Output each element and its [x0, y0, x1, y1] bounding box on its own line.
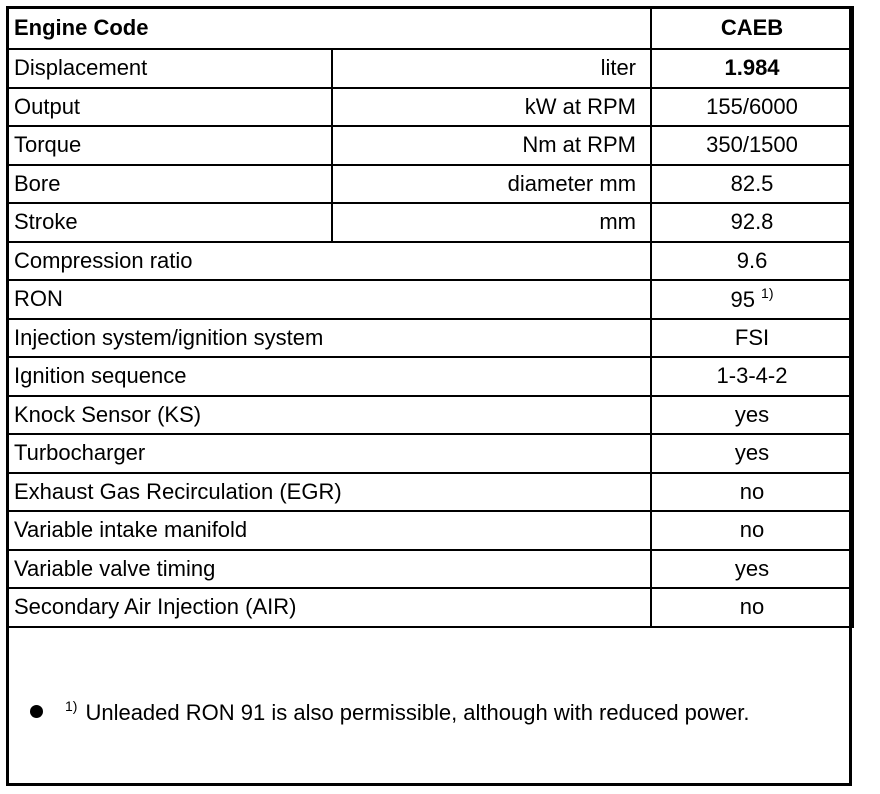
row-unit: liter — [332, 49, 651, 88]
bullet-icon — [30, 705, 43, 718]
table-row — [7, 357, 853, 396]
row-unit: diameter mm — [332, 165, 651, 204]
row-value: 92.8 — [651, 203, 853, 242]
row-label: RON — [7, 280, 651, 319]
table-row — [7, 319, 853, 358]
footnote-text: Unleaded RON 91 is also permissible, although with reduced power. — [85, 700, 750, 725]
row-value: yes — [651, 434, 853, 473]
row-value — [651, 280, 853, 319]
table-row — [7, 588, 853, 627]
table-row — [7, 550, 853, 589]
footnote-marker: 1) — [761, 285, 774, 302]
header-value: CAEB — [651, 7, 853, 49]
table-row — [7, 165, 853, 204]
table-row — [7, 434, 853, 473]
row-label: Secondary Air Injection (AIR) — [7, 588, 651, 627]
row-value: no — [651, 588, 853, 627]
row-label: Compression ratio — [7, 242, 651, 281]
footnote — [30, 698, 749, 726]
table-row — [7, 88, 853, 127]
table-row — [7, 126, 853, 165]
row-value: FSI — [651, 319, 853, 358]
row-value: 155/6000 — [651, 88, 853, 127]
ron-value: 95 — [730, 287, 756, 313]
engine-spec-table — [6, 6, 854, 628]
row-label: Exhaust Gas Recirculation (EGR) — [7, 473, 651, 512]
row-value: yes — [651, 396, 853, 435]
row-value: no — [651, 473, 853, 512]
table-row — [7, 49, 853, 88]
footnote-marker: 1) — [65, 698, 78, 714]
row-label: Injection system/ignition system — [7, 319, 651, 358]
row-unit: Nm at RPM — [332, 126, 651, 165]
row-label: Variable valve timing — [7, 550, 651, 589]
table-row — [7, 242, 853, 281]
row-label: Output — [7, 88, 332, 127]
row-value: no — [651, 511, 853, 550]
row-label: Knock Sensor (KS) — [7, 396, 651, 435]
row-value: 9.6 — [651, 242, 853, 281]
header-row — [7, 7, 853, 49]
row-label: Turbocharger — [7, 434, 651, 473]
row-value: 82.5 — [651, 165, 853, 204]
row-label: Bore — [7, 165, 332, 204]
table-row — [7, 203, 853, 242]
header-label: Engine Code — [7, 7, 651, 49]
table-row — [7, 473, 853, 512]
row-label: Stroke — [7, 203, 332, 242]
row-label: Variable intake manifold — [7, 511, 651, 550]
row-value: yes — [651, 550, 853, 589]
row-unit: mm — [332, 203, 651, 242]
row-label: Ignition sequence — [7, 357, 651, 396]
table-row — [7, 396, 853, 435]
table-row — [7, 280, 853, 319]
row-label: Displacement — [7, 49, 332, 88]
row-value: 1.984 — [651, 49, 853, 88]
row-value: 350/1500 — [651, 126, 853, 165]
row-unit: kW at RPM — [332, 88, 651, 127]
row-label: Torque — [7, 126, 332, 165]
row-value: 1-3-4-2 — [651, 357, 853, 396]
table-row — [7, 511, 853, 550]
